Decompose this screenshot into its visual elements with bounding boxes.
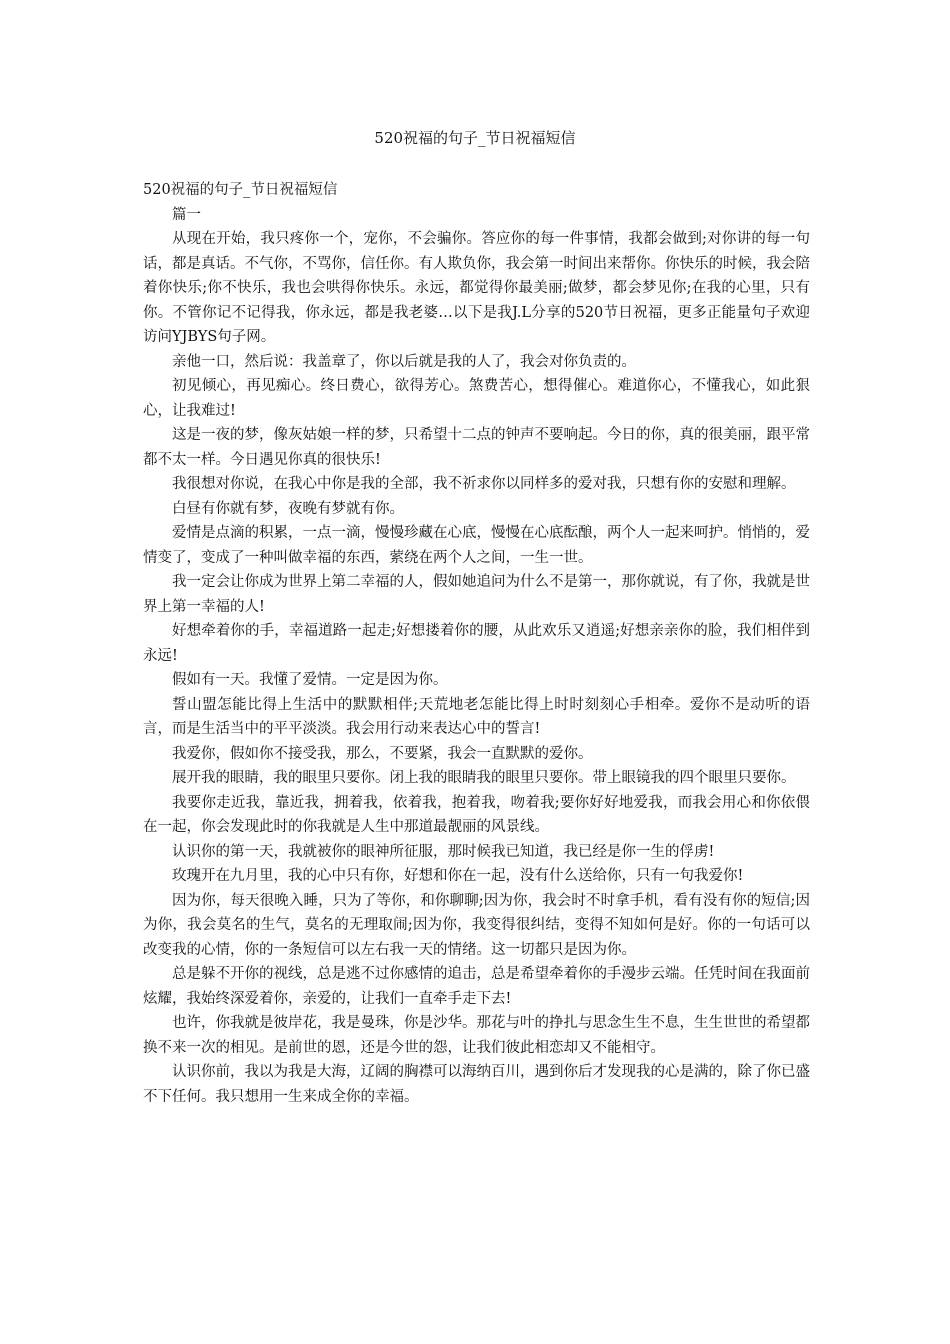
paragraph: 我要你走近我，靠近我，拥着我，依着我，抱着我，吻着我;要你好好地爱我，而我会用心和你依偎在一起，你会发现此时的你我就是人生中那道最靓丽的风景线。 [143,794,810,835]
paragraph: 亲他一口，然后说：我盖章了，你以后就是我的人了，我会对你负责的。 [172,353,636,370]
document-title: 520祝福的句子_节日祝福短信 [374,129,576,147]
paragraph: 因为你，每天很晚入睡，只为了等你，和你聊聊;因为你，我会时不时拿手机，看有没有你的短信;因为你，我会莫名的生气，莫名的无理取闹;因为你，我变得很纠结，变得不知如何是好。你的一句话可以改变我的心情，你的一条短信可以左右我一天的情绪。这一切都只是因为你。 [143,892,810,958]
paragraph: 总是躲不开你的视线，总是逃不过你感情的追击，总是希望牵着你的手漫步云端。任凭时间在我面前炫耀，我始终深爱着你，亲爱的，让我们一直牵手走下去! [143,966,810,1007]
paragraph: 认识你前，我以为我是大海，辽阔的胸襟可以海纳百川，遇到你后才发现我的心是满的，除了你已盛不下任何。我只想用一生来成全你的幸福。 [143,1064,810,1105]
paragraph: 爱情是点滴的积累，一点一滴，慢慢珍藏在心底，慢慢在心底酝酿，两个人一起来呵护。悄悄的，爱情变了，变成了一种叫做幸福的东西，萦绕在两个人之间，一生一世。 [143,525,810,566]
paragraph: 从现在开始，我只疼你一个，宠你，不会骗你。答应你的每一件事情，我都会做到;对你讲的每一句话，都是真话。不气你，不骂你，信任你。有人欺负你，我会第一时间出来帮你。你快乐的时候，我会陪着你快乐;你不快乐，我也会哄得你快乐。永远，都觉得你最美丽;做梦，都会梦见你;在我的心里，只有你。不管你记不记得我，你永远，都是我老婆…以下是我J.L分享的520节日祝福，更多正能量句子欢迎访问YJBYS句子网。 [143,231,810,345]
paragraph: 假如有一天。我懂了爱情。一定是因为你。 [172,672,448,688]
paragraph: 誓山盟怎能比得上生活中的默默相伴;天荒地老怎能比得上时时刻刻心手相牵。爱你不是动听的语言，而是生活当中的平平淡淡。我会用行动来表达心中的誓言! [143,696,810,737]
paragraph: 展开我的眼睛，我的眼里只要你。闭上我的眼睛我的眼里只要你。带上眼镜我的四个眼里只要你。 [172,770,796,786]
paragraph: 这是一夜的梦，像灰姑娘一样的梦，只希望十二点的钟声不要响起。今日的你，真的很美丽，跟平常都不太一样。今日遇见你真的很快乐! [143,427,810,468]
paragraph: 我一定会让你成为世界上第二幸福的人，假如她追问为什么不是第一，那你就说，有了你，我就是世界上第一幸福的人! [143,574,810,615]
paragraph: 初见倾心，再见痴心。终日费心，欲得芳心。煞费苦心，想得催心。难道你心，不懂我心，如此狠心，让我难过! [143,378,810,419]
paragraph: 好想牵着你的手，幸福道路一起走;好想搂着你的腰，从此欢乐又逍遥;好想亲亲你的脸，我们相伴到永远! [143,623,810,664]
document-subtitle: 520祝福的句子_节日祝福短信 [143,182,338,198]
paragraph: 白昼有你就有梦，夜晚有梦就有你。 [172,500,404,517]
document-body [143,178,810,1109]
section-heading: 篇一 [172,206,201,223]
paragraph: 我很想对你说，在我心中你是我的全部，我不祈求你以同样多的爱对我，只想有你的安慰和理解。 [172,476,796,492]
paragraph: 认识你的第一天，我就被你的眼神所征服，那时候我已知道，我已经是你一生的俘虏! [172,843,715,860]
paragraph: 玫瑰开在九月里，我的心中只有你，好想和你在一起，没有什么送给你，只有一句我爱你! [172,868,744,884]
paragraph: 也许，你我就是彼岸花，我是曼珠，你是沙华。那花与叶的挣扎与思念生生不息，生生世世的希望都换不来一次的相见。是前世的恩，还是今世的怨，让我们彼此相恋却又不能相守。 [143,1015,810,1056]
paragraph: 我爱你，假如你不接受我，那么，不要紧，我会一直默默的爱你。 [172,745,593,762]
